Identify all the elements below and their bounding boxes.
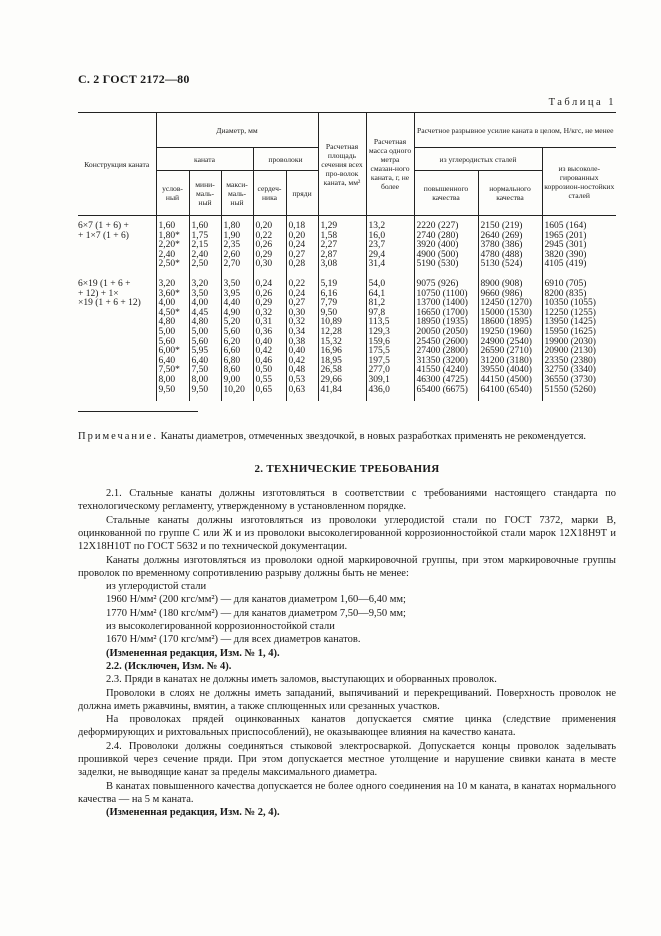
- cell-nominal: [156, 216, 189, 270]
- cell-value: + 1×7 (1 + 6): [78, 230, 129, 241]
- cell-value: 0,18: [288, 221, 306, 231]
- cell-value: 2,15: [191, 240, 209, 251]
- cell-value: 15950 (1625): [544, 326, 596, 337]
- cell-value: 29,4: [368, 249, 386, 260]
- cell-value: 159,6: [368, 336, 390, 347]
- cell-value: 10,20: [223, 384, 245, 395]
- header-mass: Расчетная масса одного метра смазан-ного каната, г, не более: [366, 113, 414, 216]
- cell-value: ×19 (1 + 6 + 12): [78, 298, 141, 309]
- cell-spacer: [78, 395, 156, 401]
- cell-value: 9075 (926): [416, 278, 459, 289]
- cell-value: 1,58: [320, 230, 338, 241]
- cell-value: 26590 (2710): [480, 346, 532, 357]
- cell-value: 3,95: [223, 288, 241, 299]
- cell-spacer: [253, 395, 286, 401]
- cell-value: 64,1: [368, 288, 386, 299]
- body-paragraph: В канатах повышенного качества допускается не более одного соединения на 10 м каната, в канатах нормального качества — на 5 м каната.: [78, 780, 616, 805]
- cell-value: 15,32: [320, 336, 342, 347]
- cell-value: 0,46: [255, 355, 273, 366]
- cell-value: 6,40: [158, 355, 176, 366]
- cell-value: 9,50: [320, 307, 338, 318]
- cell-value: 0,26: [255, 288, 273, 299]
- cell-stainless: [542, 270, 616, 395]
- cell-max: [221, 216, 253, 270]
- header-diameter: Диаметр, мм: [156, 113, 318, 148]
- cell-value: 6,80: [223, 355, 241, 366]
- cell-value: 0,26: [255, 240, 273, 251]
- cell-value: 113,5: [368, 317, 390, 328]
- cell-min: [189, 270, 221, 395]
- cell-stainless: [542, 216, 616, 270]
- cell-value: 65400 (6675): [416, 384, 468, 395]
- cell-value: 54,0: [368, 278, 386, 289]
- cell-value: 8,00: [158, 374, 176, 385]
- cell-value: 4,00: [191, 298, 209, 309]
- header-max: макси-маль-ный: [221, 171, 253, 216]
- rope-table: [78, 112, 616, 401]
- cell-value: 4,90: [223, 307, 241, 318]
- cell-value: 0,22: [255, 230, 273, 241]
- cell-value: 5,00: [158, 326, 176, 337]
- cell-area: [318, 216, 366, 270]
- cell-value: 0,30: [255, 259, 273, 270]
- cell-value: 0,27: [288, 298, 306, 309]
- cell-value: 2,50: [191, 259, 209, 270]
- cell-value: 7,50*: [158, 365, 180, 376]
- cell-value: 10350 (1055): [544, 298, 596, 309]
- body-paragraph: 2.3. Пряди в канатах не должны иметь заломов, выступающих и оборванных проволок.: [106, 674, 497, 686]
- table-row-end: [78, 395, 616, 401]
- cell-value: 4900 (500): [416, 249, 459, 260]
- cell-value: 23,7: [368, 240, 386, 251]
- cell-value: 51550 (5260): [544, 384, 596, 395]
- table-row-group: [78, 216, 616, 270]
- header-high: повышенного качества: [414, 171, 478, 216]
- header-core: сердеч-ника: [253, 171, 286, 216]
- cell-value: 175,5: [368, 346, 390, 357]
- cell-value: 3,60*: [158, 288, 180, 299]
- cell-value: 3,50: [223, 278, 241, 289]
- cell-value: 4,50*: [158, 307, 180, 318]
- cell-value: 0,27: [288, 249, 306, 260]
- cell-value: 12250 (1255): [544, 307, 596, 318]
- cell-spacer: [414, 395, 478, 401]
- cell-normal: [478, 216, 542, 270]
- cell-value: 8,60: [223, 365, 241, 376]
- cell-value: 1,29: [320, 221, 338, 231]
- cell-value: 13700 (1400): [416, 298, 468, 309]
- note-label: Примечание.: [78, 431, 158, 443]
- header-area: Расчетная площадь сечения всех про-волок каната, мм²: [318, 113, 366, 216]
- cell-value: 0,24: [255, 278, 273, 289]
- cell-value: 0,65: [255, 384, 273, 395]
- body-paragraph: 1670 Н/мм² (170 кгс/мм²) — для всех диаметров канатов.: [106, 634, 361, 646]
- cell-nominal: [156, 270, 189, 395]
- cell-value: 4780 (488): [480, 249, 523, 260]
- cell-spacer: [286, 395, 318, 401]
- cell-value: 2,87: [320, 249, 338, 260]
- cell-value: 129,3: [368, 326, 390, 337]
- cell-value: 0,48: [288, 365, 306, 376]
- cell-core: [253, 270, 286, 395]
- header-carbon: из углеродистых сталей: [414, 148, 542, 171]
- cell-value: 0,50: [255, 365, 273, 376]
- cell-value: 2,60: [223, 249, 241, 260]
- cell-value: 6,16: [320, 288, 338, 299]
- cell-value: 5130 (524): [480, 259, 523, 270]
- cell-value: 0,31: [255, 317, 273, 328]
- cell-value: 2,40: [158, 249, 176, 260]
- body-paragraph: 2.4. Проволоки должны соединяться стыковой электросваркой. Допускается концы проволок заделывать прошивкой через сечение пряди. При этом допускается местное утолщение и нарушение свивки каната в месте заделки, не выводящие канат за пределы максимального диаметра.: [78, 740, 616, 779]
- cell-value: 1,80: [223, 221, 241, 231]
- cell-value: 1,80*: [158, 230, 180, 241]
- cell-value: 12450 (1270): [480, 298, 532, 309]
- cell-core: [253, 216, 286, 270]
- table-caption: Таблица 1: [548, 97, 616, 108]
- note-text: Канаты диаметров, отмеченных звездочкой, в новых разработках применять не рекомендуется.: [160, 431, 587, 443]
- cell-value: 10750 (1100): [416, 288, 468, 299]
- cell-value: 29,66: [320, 374, 342, 385]
- cell-spacer: [478, 395, 542, 401]
- cell-value: 6,20: [223, 336, 241, 347]
- cell-mass: [366, 216, 414, 270]
- cell-value: 12,28: [320, 326, 342, 337]
- cell-normal: [478, 270, 542, 395]
- cell-value: 0,40: [288, 346, 306, 357]
- cell-value: 0,32: [255, 307, 273, 318]
- cell-value: 1,75: [191, 230, 209, 241]
- cell-spacer: [221, 395, 253, 401]
- cell-strand: [286, 270, 318, 395]
- cell-value: 0,42: [288, 355, 306, 366]
- section-body: [78, 487, 616, 819]
- cell-value: 26,58: [320, 365, 342, 376]
- cell-value: 3,50: [191, 288, 209, 299]
- cell-value: 18,95: [320, 355, 342, 366]
- cell-value: 27400 (2800): [416, 346, 468, 357]
- cell-value: 5,19: [320, 278, 338, 289]
- cell-min: [189, 216, 221, 270]
- cell-value: 16,96: [320, 346, 342, 357]
- body-paragraph: (Измененная редакция, Изм. № 1, 4).: [106, 647, 280, 659]
- cell-spacer: [189, 395, 221, 401]
- cell-value: 5,20: [223, 317, 241, 328]
- cell-value: 2945 (301): [544, 240, 587, 251]
- cell-value: 0,40: [255, 336, 273, 347]
- cell-mass: [366, 270, 414, 395]
- cell-value: 6,40: [191, 355, 209, 366]
- cell-value: 197,5: [368, 355, 390, 366]
- cell-value: 5190 (530): [416, 259, 459, 270]
- table-body: [78, 216, 616, 402]
- cell-value: 44150 (4500): [480, 374, 532, 385]
- cell-value: 5,95: [191, 346, 209, 357]
- header-wire: проволоки: [253, 148, 318, 171]
- header-nominal: услов-ный: [156, 171, 189, 216]
- cell-value: 3,08: [320, 259, 338, 270]
- cell-value: 2,50*: [158, 259, 180, 270]
- cell-value: 6910 (705): [544, 278, 587, 289]
- cell-value: 1,60: [191, 221, 209, 231]
- cell-value: 0,20: [255, 221, 273, 231]
- cell-value: 24900 (2540): [480, 336, 532, 347]
- cell-value: 20050 (2050): [416, 326, 468, 337]
- body-paragraph: Проволоки в слоях не должны иметь западаний, выпячиваний и перекрещиваний. Поверхность проволок не должна иметь ржавчины, вмятин, а также сплющенных или срезанных участков.: [78, 687, 616, 712]
- cell-value: 436,0: [368, 384, 390, 395]
- cell-value: 16,0: [368, 230, 386, 241]
- note-divider: [78, 411, 198, 412]
- cell-value: 0,63: [288, 384, 306, 395]
- body-paragraph: 1770 Н/мм² (180 кгс/мм²) — для канатов диаметром 7,50—9,50 мм;: [106, 607, 406, 619]
- cell-construction: [78, 270, 156, 395]
- cell-value: 0,24: [288, 288, 306, 299]
- cell-value: 4,80: [191, 317, 209, 328]
- header-normal: нормального качества: [478, 171, 542, 216]
- cell-value: 3820 (390): [544, 249, 587, 260]
- cell-value: 16650 (1700): [416, 307, 468, 318]
- cell-value: 4,40: [223, 298, 241, 309]
- cell-value: 39550 (4040): [480, 365, 532, 376]
- body-paragraph: На проволоках прядей оцинкованных канатов допускается смятие цинка (следствие применения деформирующих и рихтовальных приспособлений), не оказывающее влияния на качество каната.: [78, 714, 616, 739]
- cell-construction: [78, 216, 156, 270]
- cell-value: 1,60: [158, 221, 176, 231]
- cell-value: 4,45: [191, 307, 209, 318]
- cell-spacer: [156, 395, 189, 401]
- cell-value: 277,0: [368, 365, 390, 376]
- cell-value: 4,00: [158, 298, 176, 309]
- header-rope: каната: [156, 148, 253, 171]
- header-strand: пряди: [286, 171, 318, 216]
- cell-value: 31200 (3180): [480, 355, 532, 366]
- cell-value: 1605 (164): [544, 221, 587, 231]
- cell-value: 15000 (1530): [480, 307, 532, 318]
- cell-value: 2,70: [223, 259, 241, 270]
- cell-value: 6,60: [223, 346, 241, 357]
- cell-value: 0,36: [255, 326, 273, 337]
- body-paragraph: 2.1. Стальные канаты должны изготовляться в соответствии с требованиями настоящего стандарта по технологическому регламенту, утвержденному в установленном порядке.: [78, 488, 616, 513]
- table-note: [78, 430, 616, 443]
- cell-value: 9,50: [158, 384, 176, 395]
- cell-value: 2,27: [320, 240, 338, 251]
- cell-value: 5,60: [158, 336, 176, 347]
- cell-value: 0,53: [288, 374, 306, 385]
- cell-value: 0,32: [288, 317, 306, 328]
- cell-value: 4105 (419): [544, 259, 587, 270]
- cell-value: 41,84: [320, 384, 342, 395]
- body-paragraph: (Измененная редакция, Изм. № 2, 4).: [106, 807, 280, 819]
- cell-value: 1,90: [223, 230, 241, 241]
- cell-value: 13950 (1425): [544, 317, 596, 328]
- cell-value: 3780 (386): [480, 240, 523, 251]
- cell-value: 13,2: [368, 221, 386, 231]
- page-header: С. 2 ГОСТ 2172—80: [78, 72, 190, 86]
- cell-value: 9,50: [191, 384, 209, 395]
- cell-value: 1965 (201): [544, 230, 587, 241]
- cell-value: 0,29: [255, 298, 273, 309]
- cell-value: 6×7 (1 + 6) +: [78, 221, 129, 231]
- cell-area: [318, 270, 366, 395]
- cell-value: 46300 (4725): [416, 374, 468, 385]
- cell-value: 36550 (3730): [544, 374, 596, 385]
- section-title: 2. ТЕХНИЧЕСКИЕ ТРЕБОВАНИЯ: [254, 463, 440, 476]
- header-stainless: из высоколе-гированных коррозион-ностойких сталей: [542, 148, 616, 216]
- header-force: Расчетное разрывное усилие каната в целом, Н/кгс, не менее: [414, 113, 616, 148]
- cell-value: 2,35: [223, 240, 241, 251]
- body-paragraph: 2.2. (Исключен, Изм. № 4).: [106, 660, 232, 672]
- cell-value: 20900 (2130): [544, 346, 596, 357]
- body-paragraph: 1960 Н/мм² (200 кгс/мм²) — для канатов диаметром 1,60—6,40 мм;: [106, 594, 406, 606]
- cell-high: [414, 270, 478, 395]
- cell-value: 7,79: [320, 298, 338, 309]
- cell-value: 0,24: [288, 240, 306, 251]
- page: [78, 72, 616, 820]
- cell-value: 6×19 (1 + 6 +: [78, 278, 131, 289]
- cell-value: 18950 (1935): [416, 317, 468, 328]
- cell-value: 0,55: [255, 374, 273, 385]
- cell-value: 9660 (986): [480, 288, 523, 299]
- cell-value: 0,34: [288, 326, 306, 337]
- cell-value: 32750 (3340): [544, 365, 596, 376]
- cell-value: 18600 (1895): [480, 317, 532, 328]
- cell-value: 2640 (269): [480, 230, 523, 241]
- cell-value: 3,20: [158, 278, 176, 289]
- cell-value: 97,8: [368, 307, 386, 318]
- cell-value: 0,20: [288, 230, 306, 241]
- cell-value: 23350 (2380): [544, 355, 596, 366]
- cell-value: 4,80: [158, 317, 176, 328]
- cell-value: 25450 (2600): [416, 336, 468, 347]
- cell-value: 10,89: [320, 317, 342, 328]
- cell-value: 2,20*: [158, 240, 180, 251]
- cell-value: 2740 (280): [416, 230, 459, 241]
- cell-value: 64100 (6540): [480, 384, 532, 395]
- cell-value: 2150 (219): [480, 221, 523, 231]
- cell-value: 3920 (400): [416, 240, 459, 251]
- cell-value: 5,60: [223, 326, 241, 337]
- cell-value: 0,38: [288, 336, 306, 347]
- cell-value: 0,22: [288, 278, 306, 289]
- cell-value: 41550 (4240): [416, 365, 468, 376]
- cell-max: [221, 270, 253, 395]
- cell-spacer: [366, 395, 414, 401]
- cell-strand: [286, 216, 318, 270]
- cell-value: 5,00: [191, 326, 209, 337]
- body-paragraph: Стальные канаты должны изготовляться из проволоки углеродистой стали по ГОСТ 7372, марки В, оцинкованной по группе С или Ж и из проволоки высоколегированной коррозионностойкой стали марок 12Х18Н9Т и 12Х18Н10Т по ГОСТ 5632 и по технической документации.: [78, 514, 616, 553]
- cell-value: 0,42: [255, 346, 273, 357]
- cell-value: + 12) + 1×: [78, 288, 119, 299]
- cell-value: 9,00: [223, 374, 241, 385]
- cell-value: 31350 (3200): [416, 355, 468, 366]
- cell-value: 3,20: [191, 278, 209, 289]
- cell-value: 5,60: [191, 336, 209, 347]
- cell-value: 0,30: [288, 307, 306, 318]
- header-construction: Конструкция каната: [84, 159, 150, 169]
- cell-value: 8900 (908): [480, 278, 523, 289]
- cell-value: 31,4: [368, 259, 386, 270]
- cell-value: 0,28: [288, 259, 306, 270]
- cell-spacer: [318, 395, 366, 401]
- cell-value: 6,00*: [158, 346, 180, 357]
- cell-value: 19900 (2030): [544, 336, 596, 347]
- body-paragraph: Канаты должны изготовляться из проволоки одной маркировочной группы, при этом маркировочные группы проволок по временному сопротивлению разрыву должны быть не менее:: [78, 554, 616, 579]
- cell-value: 81,2: [368, 298, 386, 309]
- cell-value: 8200 (835): [544, 288, 587, 299]
- cell-high: [414, 216, 478, 270]
- cell-value: 309,1: [368, 374, 390, 385]
- cell-value: 19250 (1960): [480, 326, 532, 337]
- cell-value: 8,00: [191, 374, 209, 385]
- cell-value: 7,50: [191, 365, 209, 376]
- body-paragraph: из углеродистой стали: [106, 581, 207, 593]
- header-min: мини-маль-ный: [189, 171, 221, 216]
- cell-value: 0,29: [255, 249, 273, 260]
- table-row-group: [78, 270, 616, 395]
- body-paragraph: из высоколегированной коррозионностойкой стали: [106, 621, 335, 633]
- cell-value: 2220 (227): [416, 221, 459, 231]
- cell-value: 2,40: [191, 249, 209, 260]
- cell-spacer: [542, 395, 616, 401]
